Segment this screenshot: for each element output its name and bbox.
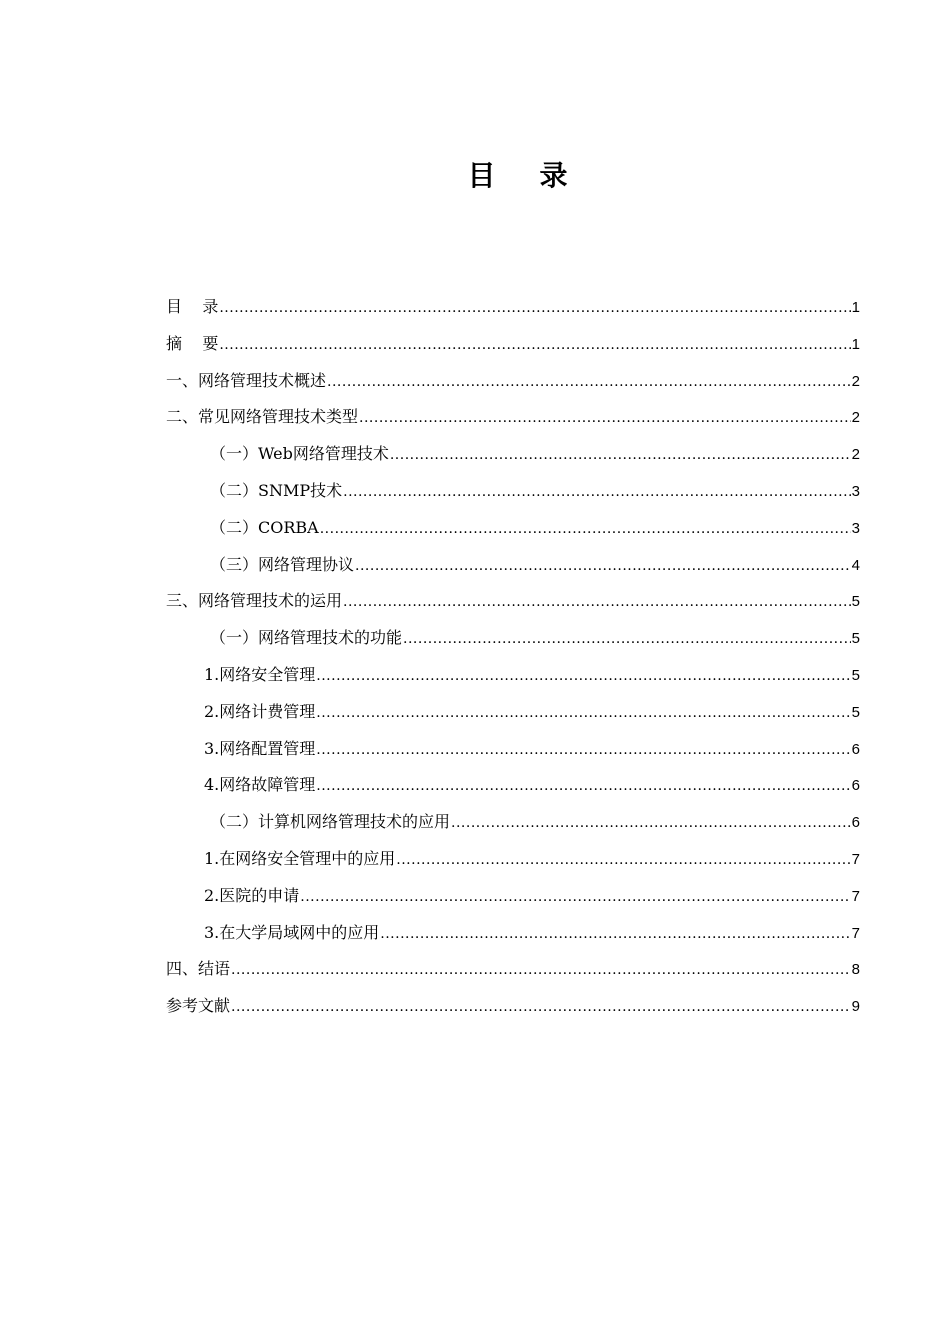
toc-leader-dots xyxy=(316,732,850,769)
toc-entry-label: 3.在大学局域网中的应用 xyxy=(204,922,380,942)
toc-entry-page: 2 xyxy=(851,409,860,427)
toc-entry[interactable] xyxy=(166,289,860,326)
toc-leader-dots xyxy=(390,437,851,474)
page-title: 目 录 xyxy=(467,159,569,192)
toc-entry-label: 3.网络配置管理 xyxy=(204,738,316,758)
toc-leader-dots xyxy=(355,548,851,585)
toc-entry[interactable] xyxy=(166,841,860,878)
toc-entry-label: 2.医院的申请 xyxy=(204,885,300,905)
toc-entry[interactable] xyxy=(166,363,860,400)
toc-entry[interactable] xyxy=(166,915,860,952)
toc-entry-label: （一）网络管理技术的功能 xyxy=(210,628,403,648)
toc-entry[interactable] xyxy=(166,988,860,1025)
toc-entry-label: 参考文献 xyxy=(166,996,231,1016)
toc-entry-label: 4.网络故障管理 xyxy=(204,775,316,795)
toc-leader-dots xyxy=(359,400,851,437)
toc-leader-dots xyxy=(219,327,850,364)
toc-leader-dots xyxy=(451,805,851,842)
toc-entry[interactable] xyxy=(166,731,860,768)
toc-leader-dots xyxy=(320,511,851,548)
toc-entry[interactable] xyxy=(166,620,860,657)
toc-leader-dots xyxy=(343,474,851,511)
toc-leader-dots xyxy=(316,695,850,732)
toc-entry[interactable] xyxy=(166,547,860,584)
toc-entry-label: 目 录 xyxy=(166,297,219,316)
toc-entry-page: 7 xyxy=(851,887,860,905)
toc-entry-page: 3 xyxy=(851,519,860,537)
toc-leader-dots xyxy=(380,916,850,953)
toc-entry-page: 8 xyxy=(851,961,860,979)
toc-entry-label: （一）Web网络管理技术 xyxy=(210,444,389,464)
toc-entry-page: 9 xyxy=(851,998,860,1016)
toc-entry-label: 2.网络计费管理 xyxy=(204,701,316,721)
toc-entry-label: 四、结语 xyxy=(166,959,231,979)
toc-entry-page: 7 xyxy=(851,924,860,942)
toc-entry[interactable] xyxy=(166,326,860,363)
toc-entry[interactable] xyxy=(166,583,860,620)
toc-entry[interactable] xyxy=(166,657,860,694)
toc-entry-label: （三）网络管理协议 xyxy=(210,554,355,574)
toc-entry-label: 摘 要 xyxy=(166,333,219,353)
toc-entry-label: （二）SNMP技术 xyxy=(210,480,343,500)
toc-entry-page: 5 xyxy=(851,666,860,684)
toc-entry[interactable] xyxy=(166,399,860,436)
toc-entry[interactable] xyxy=(166,804,860,841)
toc-entry-page: 6 xyxy=(851,740,860,758)
toc-entry-label: （二）计算机网络管理技术的应用 xyxy=(210,812,451,832)
toc-entry-label: 一、网络管理技术概述 xyxy=(166,370,327,390)
toc-leader-dots xyxy=(316,658,850,695)
toc-entry[interactable] xyxy=(166,473,860,510)
toc-leader-dots xyxy=(396,842,850,879)
toc-entry-page: 7 xyxy=(851,850,860,868)
toc-leader-dots xyxy=(327,364,851,401)
toc-leader-dots xyxy=(300,879,850,916)
toc-entry-page: 5 xyxy=(851,703,860,721)
toc-entry-label: 二、常见网络管理技术类型 xyxy=(166,407,359,427)
toc-leader-dots xyxy=(231,952,851,989)
toc-entry-page: 2 xyxy=(851,372,860,390)
toc-entry-page: 6 xyxy=(851,814,860,832)
toc-entry-page: 5 xyxy=(851,593,860,611)
toc-entry-page: 1 xyxy=(851,335,860,353)
toc-leader-dots xyxy=(231,989,851,1026)
toc-entry-label: 1.在网络安全管理中的应用 xyxy=(204,848,396,868)
toc-leader-dots xyxy=(403,621,851,658)
toc-entry[interactable] xyxy=(166,510,860,547)
toc-entry-page: 5 xyxy=(851,630,860,648)
toc-entry[interactable] xyxy=(166,767,860,804)
toc-entry-label: 三、网络管理技术的运用 xyxy=(166,591,343,611)
toc-entry-page: 4 xyxy=(851,556,860,574)
toc-entry[interactable] xyxy=(166,878,860,915)
toc-entry-page: 3 xyxy=(851,482,860,500)
toc-leader-dots xyxy=(343,584,851,621)
toc-entry-page: 1 xyxy=(851,299,860,316)
toc-entry-page: 2 xyxy=(851,446,860,464)
toc-entry[interactable] xyxy=(166,951,860,988)
toc-entry-page: 6 xyxy=(851,777,860,795)
toc-entry-label: （二）CORBA xyxy=(210,517,319,537)
table-of-contents xyxy=(166,289,860,1025)
toc-entry[interactable] xyxy=(166,694,860,731)
toc-entry[interactable] xyxy=(166,436,860,473)
toc-entry-label: 1.网络安全管理 xyxy=(204,664,316,684)
toc-leader-dots xyxy=(219,290,850,327)
toc-leader-dots xyxy=(316,768,850,805)
